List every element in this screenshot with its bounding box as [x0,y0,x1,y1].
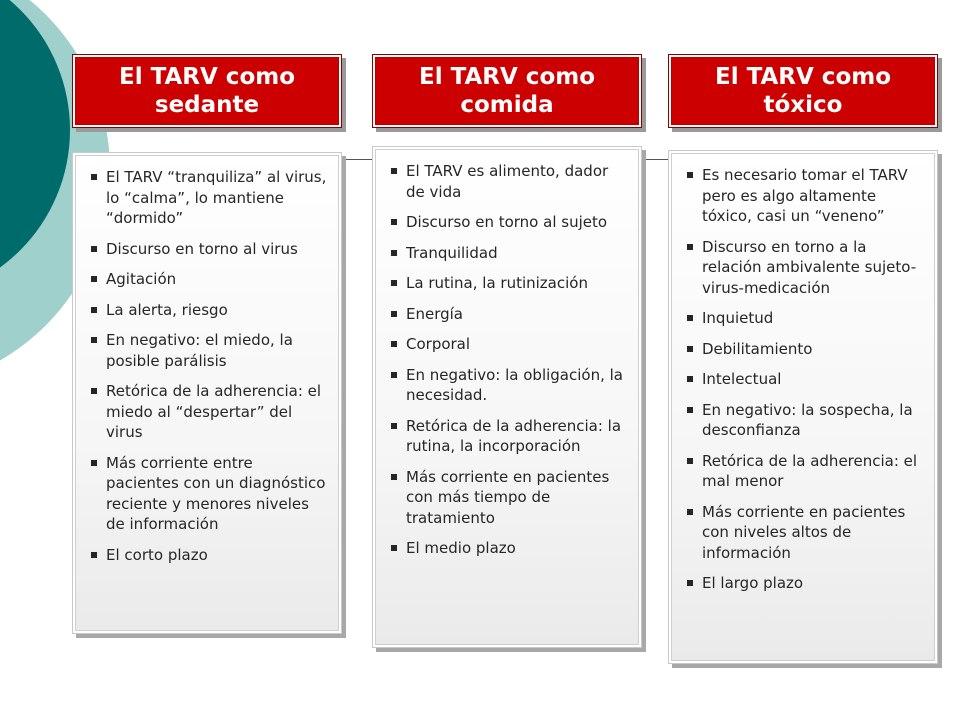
bullet-square-icon [91,460,97,466]
bullet-square-icon [687,315,693,321]
bullet-square-icon [687,458,693,464]
list-item [685,237,923,299]
list-item-text: Más corriente en pacientes con más tiempo de tratamiento [406,467,610,527]
list-item-text: En negativo: la obligación, la necesidad. [406,365,623,404]
bullet-square-icon [391,474,397,480]
list-item-text: Tranquilidad [406,243,498,262]
list-item-text: Retórica de la adherencia: la rutina, la incorporación [406,416,622,455]
list-item [389,334,627,355]
bullet-square-icon [91,337,97,343]
column-header-comida [372,54,642,128]
list-item-text: Retórica de la adherencia: el mal menor [702,451,918,490]
list-item [685,502,923,564]
list-item [89,167,327,229]
bullet-square-icon [687,580,693,586]
list-item [389,243,627,264]
bullet-square-icon [391,423,397,429]
list-item [89,545,327,566]
bullet-square-icon [391,341,397,347]
list-item [389,365,627,406]
card-comida [372,146,642,648]
list-item-text: En negativo: la sospecha, la desconfianza [702,400,913,439]
card-toxico [668,150,938,664]
bullet-square-icon [687,172,693,178]
list-item-text: El corto plazo [106,545,208,564]
bullet-square-icon [391,311,397,317]
list-item-text: El TARV “tranquiliza” al virus, lo “calma”, lo mantiene “dormido” [106,168,327,227]
list-item [89,453,327,535]
bullet-list [389,161,627,559]
list-item-text: Discurso en torno a la relación ambivalente sujeto-virus-medicación [702,237,917,297]
list-item-text: Más corriente en pacientes con niveles altos de información [702,502,906,562]
list-item-text: La rutina, la rutinización [406,274,588,292]
list-item [89,239,327,260]
list-item [89,381,327,443]
list-item [685,400,923,441]
bullet-square-icon [391,545,397,551]
list-item [89,330,327,371]
column-title: El TARV como sedante [118,64,296,118]
bullet-square-icon [91,552,97,558]
bullet-square-icon [687,376,693,382]
list-item [389,212,627,233]
bullet-square-icon [391,372,397,378]
list-item-text: El medio plazo [406,539,516,557]
list-item [389,467,627,529]
list-item [685,165,923,227]
list-item [685,339,923,360]
list-item [685,308,923,329]
bullet-square-icon [391,250,397,256]
list-item-text: Agitación [106,270,177,288]
list-item-text: En negativo: el miedo, la posible parálisis [106,331,293,370]
list-item-text: Más corriente entre pacientes con un diagnóstico reciente y menores niveles de información [106,453,326,533]
bullet-square-icon [91,174,97,180]
list-item-text: Discurso en torno al virus [106,239,298,258]
bullet-square-icon [687,346,693,352]
list-item [685,451,923,492]
bullet-list [685,165,923,594]
list-item-text: Discurso en torno al sujeto [406,213,608,231]
column-header-toxico [668,54,938,128]
list-item [89,300,327,321]
list-item [685,369,923,390]
list-item [89,269,327,290]
bullet-square-icon [91,276,97,282]
bullet-square-icon [91,388,97,394]
list-item [389,416,627,457]
list-item-text: Es necesario tomar el TARV pero es algo altamente tóxico, casi un “veneno” [702,166,908,225]
card-sedante [72,152,342,634]
list-item-text: La alerta, riesgo [106,300,228,319]
column-title: El TARV como comida [418,64,596,118]
bullet-square-icon [391,168,397,174]
list-item-text: Intelectual [702,370,782,388]
bullet-square-icon [687,407,693,413]
bullet-list [89,167,327,565]
list-item-text: Inquietud [702,309,774,327]
list-item [389,304,627,325]
list-item-text: Energía [406,304,463,323]
list-item-text: El largo plazo [702,574,804,592]
list-item-text: Retórica de la adherencia: el miedo al “despertar” del virus [106,382,322,441]
list-item-text: El TARV es alimento, dador de vida [406,162,609,201]
column-title: El TARV como tóxico [714,64,892,118]
list-item-text: Debilitamiento [702,339,813,358]
list-item [389,538,627,559]
bullet-square-icon [687,509,693,515]
list-item-text: Corporal [406,335,471,353]
bullet-square-icon [391,219,397,225]
bullet-square-icon [91,307,97,313]
connector-line-right [640,159,670,160]
bullet-square-icon [391,280,397,286]
list-item [389,161,627,202]
list-item [389,273,627,294]
list-item [685,573,923,594]
bullet-square-icon [687,244,693,250]
bullet-square-icon [91,246,97,252]
column-header-sedante [72,54,342,128]
